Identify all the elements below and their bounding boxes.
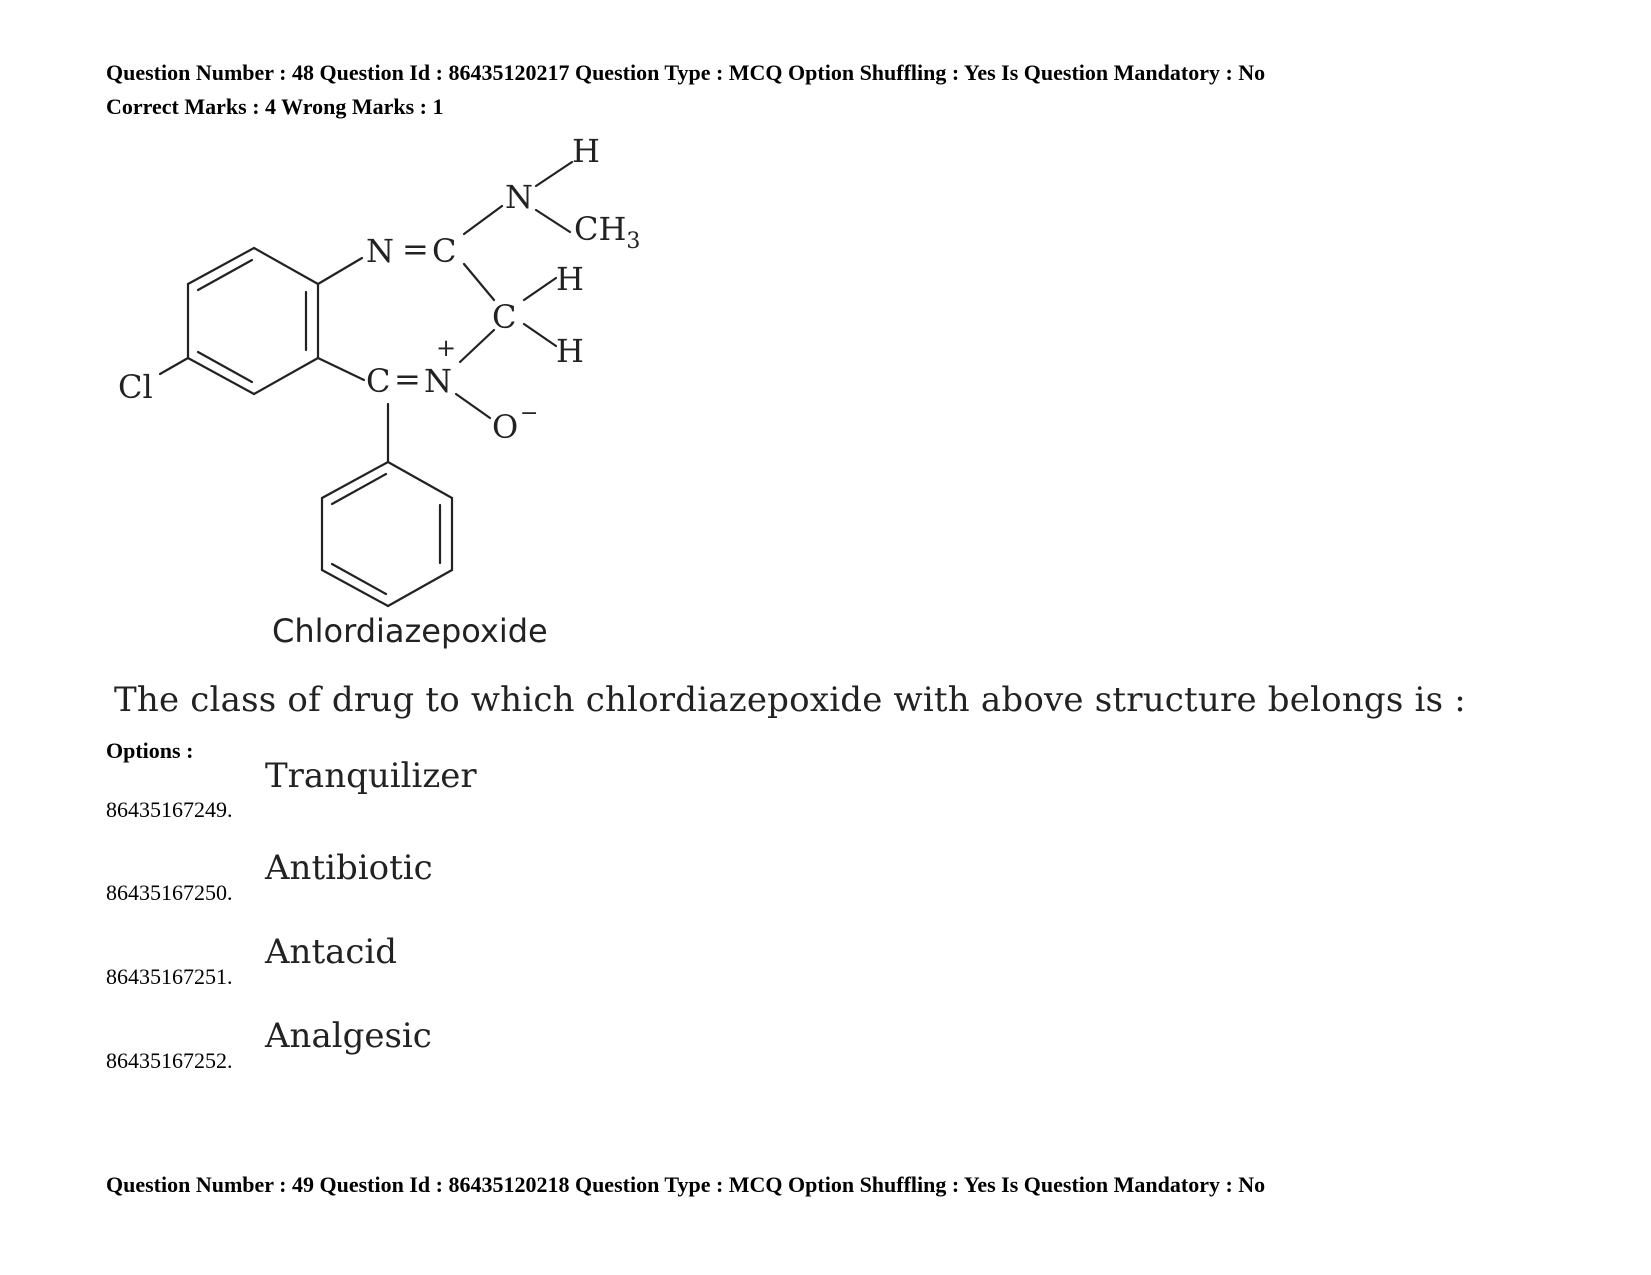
bond [456, 394, 490, 418]
bond [464, 264, 494, 300]
compound-name: Chlordiazepoxide [272, 612, 548, 650]
atom-c-lower: C [366, 362, 391, 400]
option-text[interactable]: Tranquilizer [265, 756, 477, 796]
bond [254, 248, 318, 284]
bond [524, 278, 556, 300]
atom-ch3-subscript: 3 [626, 229, 641, 254]
atom-ch3 [574, 210, 640, 254]
bond [322, 462, 388, 498]
double-bond-sign-1: = [402, 230, 429, 268]
option-id: 86435167250. [106, 880, 233, 905]
atom-c-imine: C [432, 232, 457, 270]
bond [464, 206, 502, 234]
question-49-header: Question Number : 49 Question Id : 86435120218 Question Type : MCQ Option Shuffling : Yes Is Question Mandatory : No [106, 1172, 1266, 1197]
chlordiazepoxide-structure [100, 128, 700, 658]
atom-n-oxide: N [424, 362, 452, 400]
bond [188, 358, 254, 394]
question-text: The class of drug to which chlordiazepoxide with above structure belongs is : [114, 680, 1466, 720]
option-text[interactable]: Antacid [265, 932, 398, 972]
bond [536, 162, 572, 186]
atom-cl: Cl [118, 368, 153, 406]
option-text[interactable]: Analgesic [265, 1016, 432, 1056]
atom-n-amine: N [505, 178, 533, 216]
option-id: 86435167252. [106, 1048, 233, 1073]
question-48-header: Question Number : 48 Question Id : 86435120217 Question Type : MCQ Option Shuffling : Yes Is Question Mandatory : No [106, 60, 1266, 85]
bond [460, 330, 494, 362]
atom-h-upper: H [556, 260, 584, 298]
bond [318, 258, 362, 284]
option-id: 86435167249. [106, 797, 233, 822]
bond [188, 248, 254, 284]
atom-h-lower: H [556, 332, 584, 370]
bond [524, 324, 556, 346]
atom-c-methylene: C [492, 298, 517, 336]
atom-h-top: H [572, 132, 600, 170]
atom-ch3-ch: CH [574, 210, 627, 248]
question-48-marks: Correct Marks : 4 Wrong Marks : 1 [106, 94, 444, 119]
bond [388, 570, 452, 606]
charge-minus: − [520, 401, 539, 426]
options-label: Options : [106, 738, 194, 763]
option-id: 86435167251. [106, 964, 233, 989]
bond [254, 358, 318, 394]
option-text[interactable]: Antibiotic [265, 848, 433, 888]
double-bond-sign-2: = [394, 360, 421, 398]
atom-n-imine: N [366, 232, 394, 270]
bond [388, 462, 452, 498]
bond [318, 358, 364, 380]
charge-plus: + [436, 334, 457, 362]
bond [160, 358, 188, 374]
atom-o: O [492, 408, 519, 446]
bond [536, 210, 570, 232]
bond [322, 570, 388, 606]
